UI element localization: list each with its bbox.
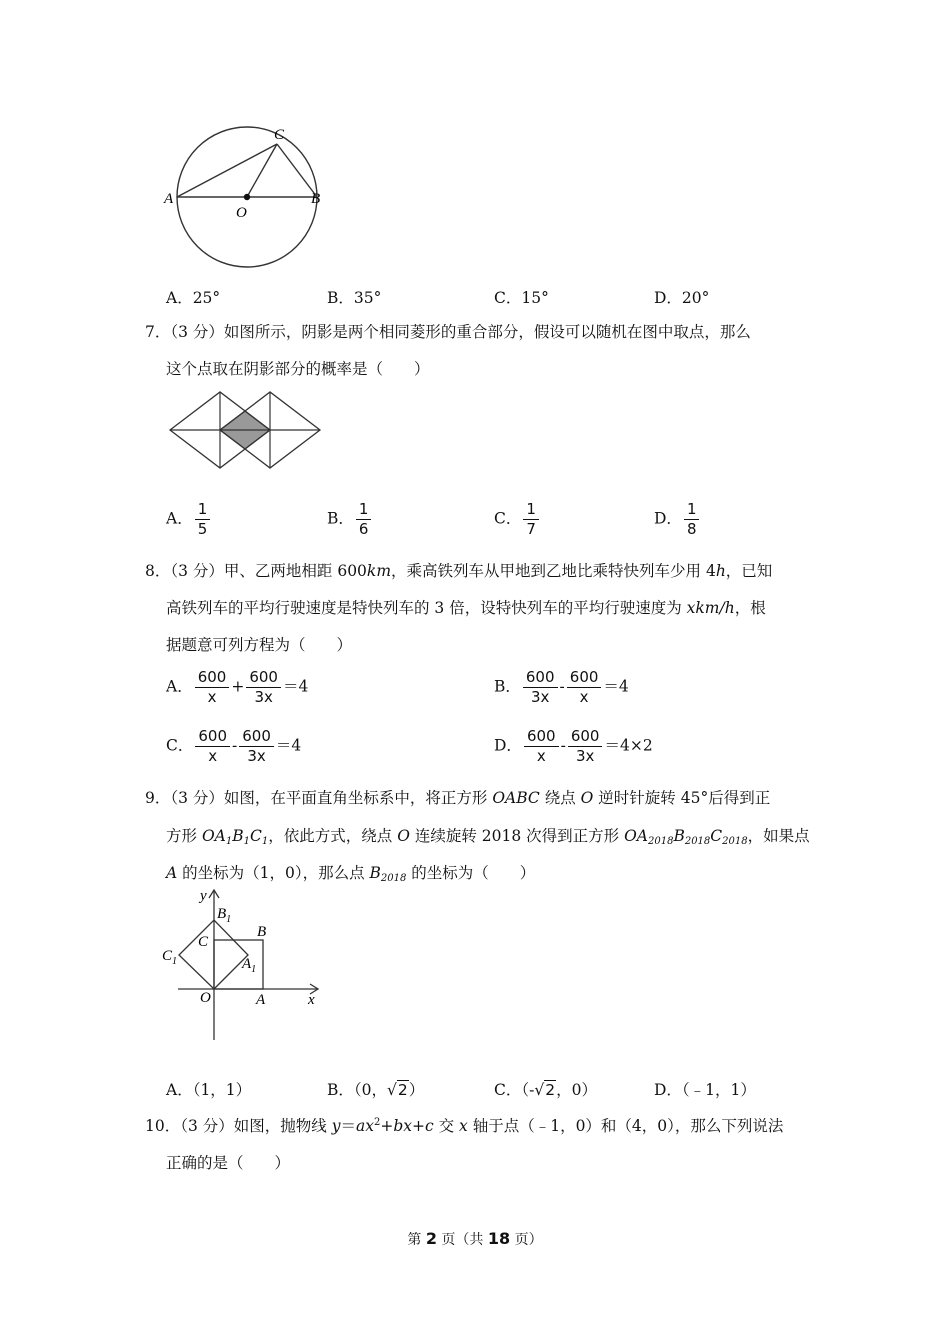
- label-c: C: [198, 934, 209, 950]
- q6-option-b[interactable]: B．35°: [327, 289, 382, 307]
- option-label: C．: [494, 509, 522, 528]
- text: C．（-: [494, 1081, 535, 1099]
- q7-option-d[interactable]: [654, 500, 701, 539]
- q8-stem-line3: 据题意可列方程为（ ）: [166, 636, 353, 654]
- q9-option-b[interactable]: [327, 1078, 424, 1100]
- denominator: x: [579, 688, 589, 706]
- fraction-2: [567, 668, 602, 707]
- text: 8．（3 分）甲、乙两地相距 600: [145, 562, 367, 580]
- text: ，如果点: [747, 827, 810, 845]
- unit-speed: xkm/h: [686, 599, 735, 617]
- text: 连续旋转 2018 次得到正方形: [409, 827, 625, 845]
- exponent: 2: [373, 1117, 381, 1128]
- text: 10．（3 分）如图，抛物线: [145, 1117, 332, 1135]
- denominator: 8: [686, 520, 697, 538]
- label-b: B: [257, 924, 267, 940]
- option-label: B．: [327, 509, 354, 528]
- fraction: [195, 500, 211, 539]
- text: ，根: [734, 599, 766, 617]
- numerator: 600: [567, 668, 602, 688]
- denominator: 3x: [247, 747, 266, 765]
- var-x: x: [459, 1117, 468, 1135]
- option-label: A．: [166, 677, 193, 696]
- label-a: A: [164, 191, 174, 207]
- square-1: $OA_1B_1C_1$: [201, 827, 269, 847]
- q9-stem-line3: [166, 861, 535, 884]
- numerator: 600: [246, 668, 281, 688]
- label-y: y: [200, 888, 207, 904]
- equals: ＝: [340, 1117, 356, 1135]
- page-footer: 第 2 页（共 18 页）: [407, 1229, 543, 1248]
- fraction: [684, 500, 700, 539]
- denominator: x: [208, 747, 218, 765]
- q7-stem-line2: 这个点取在阴影部分的概率是（ ）: [166, 360, 430, 378]
- denominator: 3x: [531, 688, 550, 706]
- denominator: 5: [197, 520, 208, 538]
- text: 9．（3 分）如图，在平面直角坐标系中，将正方形: [145, 789, 493, 807]
- text: ，乘高铁列车从甲地到乙地比乘特快列车少用 4: [391, 562, 716, 580]
- fraction-1: [523, 668, 558, 707]
- q8-stem-line1: [145, 559, 772, 581]
- chord-bc: [277, 144, 317, 197]
- operator: -: [560, 736, 566, 755]
- q9-stem-line2: [166, 824, 810, 847]
- q6-option-d[interactable]: D．20°: [654, 289, 710, 307]
- q9-option-d[interactable]: D．（﹣1，1）: [654, 1081, 756, 1099]
- sqrt: √2: [534, 1081, 556, 1099]
- point-o: O: [580, 789, 594, 807]
- numerator: 1: [684, 500, 700, 520]
- text: 轴于点（﹣1，0）和（4，0），那么下列说法: [467, 1117, 784, 1135]
- term-ax: ax: [355, 1117, 374, 1135]
- label-a1: $A_1$: [242, 956, 257, 975]
- text: 绕点: [539, 789, 581, 807]
- sqrt: √2: [387, 1081, 408, 1099]
- q7-option-a[interactable]: [166, 500, 212, 539]
- square-2018: $OA_{2018}B_{2018}C_{2018}$: [624, 827, 748, 847]
- option-label: D．: [494, 736, 522, 755]
- denominator: x: [536, 747, 546, 765]
- center-point: [244, 194, 250, 200]
- fraction: [523, 500, 539, 539]
- numerator: 600: [523, 668, 558, 688]
- q9-option-a[interactable]: A．（1，1）: [166, 1081, 252, 1099]
- q8-option-a[interactable]: [166, 668, 308, 707]
- square-name: OABC: [492, 789, 540, 807]
- label-c: C: [274, 127, 285, 143]
- q9-option-c[interactable]: [494, 1078, 597, 1100]
- numerator: 1: [195, 500, 211, 520]
- denominator: 7: [526, 520, 536, 538]
- fraction-1: [195, 668, 230, 707]
- option-label: A．: [166, 509, 193, 528]
- fraction: [356, 500, 372, 539]
- q10-stem-line1: [145, 1114, 783, 1136]
- q6-circle-figure: [160, 120, 340, 270]
- var-y: y: [331, 1117, 341, 1135]
- numerator: 600: [568, 727, 603, 747]
- operator: +: [231, 677, 245, 696]
- q8-option-d[interactable]: [494, 727, 653, 766]
- page-total: 18: [487, 1229, 511, 1248]
- numerator: 600: [195, 727, 230, 747]
- point-b2018: $B_{2018}$: [369, 864, 407, 884]
- point-a: A: [166, 864, 178, 882]
- text: 方形: [166, 827, 202, 845]
- rhs: ＝4: [603, 677, 629, 696]
- operator: -: [232, 736, 238, 755]
- label-c1: $C_1$: [162, 948, 178, 967]
- page-number: 2: [425, 1229, 437, 1248]
- fraction-2: [246, 668, 281, 707]
- denominator: 3x: [575, 747, 595, 765]
- q9-coordinate-figure: [158, 884, 328, 1046]
- text: ，0）: [556, 1081, 597, 1099]
- label-a: A: [256, 992, 266, 1008]
- rhs: ＝4: [275, 736, 302, 755]
- fraction-1: [195, 727, 230, 766]
- denominator: 6: [358, 520, 369, 538]
- text: ）: [408, 1081, 425, 1099]
- text: ，已知: [725, 562, 773, 580]
- text: 的坐标为（1，0），那么点: [177, 864, 370, 882]
- q10-stem-line2: 正确的是（ ）: [166, 1154, 291, 1172]
- option-label: B．: [494, 677, 521, 696]
- text: 逆时针旋转 45°后得到正: [593, 789, 771, 807]
- q8-stem-line2: [166, 596, 766, 618]
- text: 高铁列车的平均行驶速度是特快列车的 3 倍，设特快列车的平均行驶速度为: [166, 599, 687, 617]
- denominator: x: [207, 688, 217, 706]
- operator: -: [559, 677, 565, 696]
- label-b1: $B_1$: [217, 906, 232, 925]
- label-o: O: [236, 205, 247, 221]
- numerator: 1: [523, 500, 539, 520]
- rhs: ＝4: [282, 677, 309, 696]
- q6-option-a[interactable]: A．25°: [166, 289, 221, 307]
- option-label: C．: [166, 736, 194, 755]
- q7-option-c[interactable]: [494, 500, 541, 539]
- q6-option-c[interactable]: C．15°: [494, 289, 549, 307]
- rhs: ＝4×2: [604, 736, 653, 755]
- fraction-1: [524, 727, 559, 766]
- q7-rhombus-figure: [165, 388, 325, 470]
- numerator: 600: [524, 727, 559, 747]
- label-x: x: [308, 992, 315, 1008]
- denominator: 3x: [254, 688, 273, 706]
- q7-option-b[interactable]: [327, 500, 373, 539]
- q9-stem-line1: [145, 786, 770, 808]
- text: ，依此方式，绕点: [268, 827, 398, 845]
- q8-option-b[interactable]: [494, 668, 629, 707]
- fraction-2: [239, 727, 274, 766]
- text: 的坐标为（ ）: [406, 864, 536, 882]
- q8-option-c[interactable]: [166, 727, 301, 766]
- numerator: 1: [356, 500, 372, 520]
- numerator: 600: [239, 727, 274, 747]
- term-bxc: +bx+c: [380, 1117, 434, 1135]
- label-b: B: [311, 191, 321, 207]
- numerator: 600: [195, 668, 230, 688]
- label-o: O: [200, 990, 211, 1006]
- unit-h: h: [715, 562, 726, 580]
- q7-stem-line1: 7．（3 分）如图所示，阴影是两个相同菱形的重合部分，假设可以随机在图中取点，那么: [145, 323, 751, 341]
- unit-km: km: [366, 562, 392, 580]
- text: B．（0，: [327, 1081, 388, 1099]
- point-o: O: [397, 827, 410, 845]
- fraction-2: [568, 727, 603, 766]
- option-label: D．: [654, 509, 682, 528]
- text: 交: [433, 1117, 460, 1135]
